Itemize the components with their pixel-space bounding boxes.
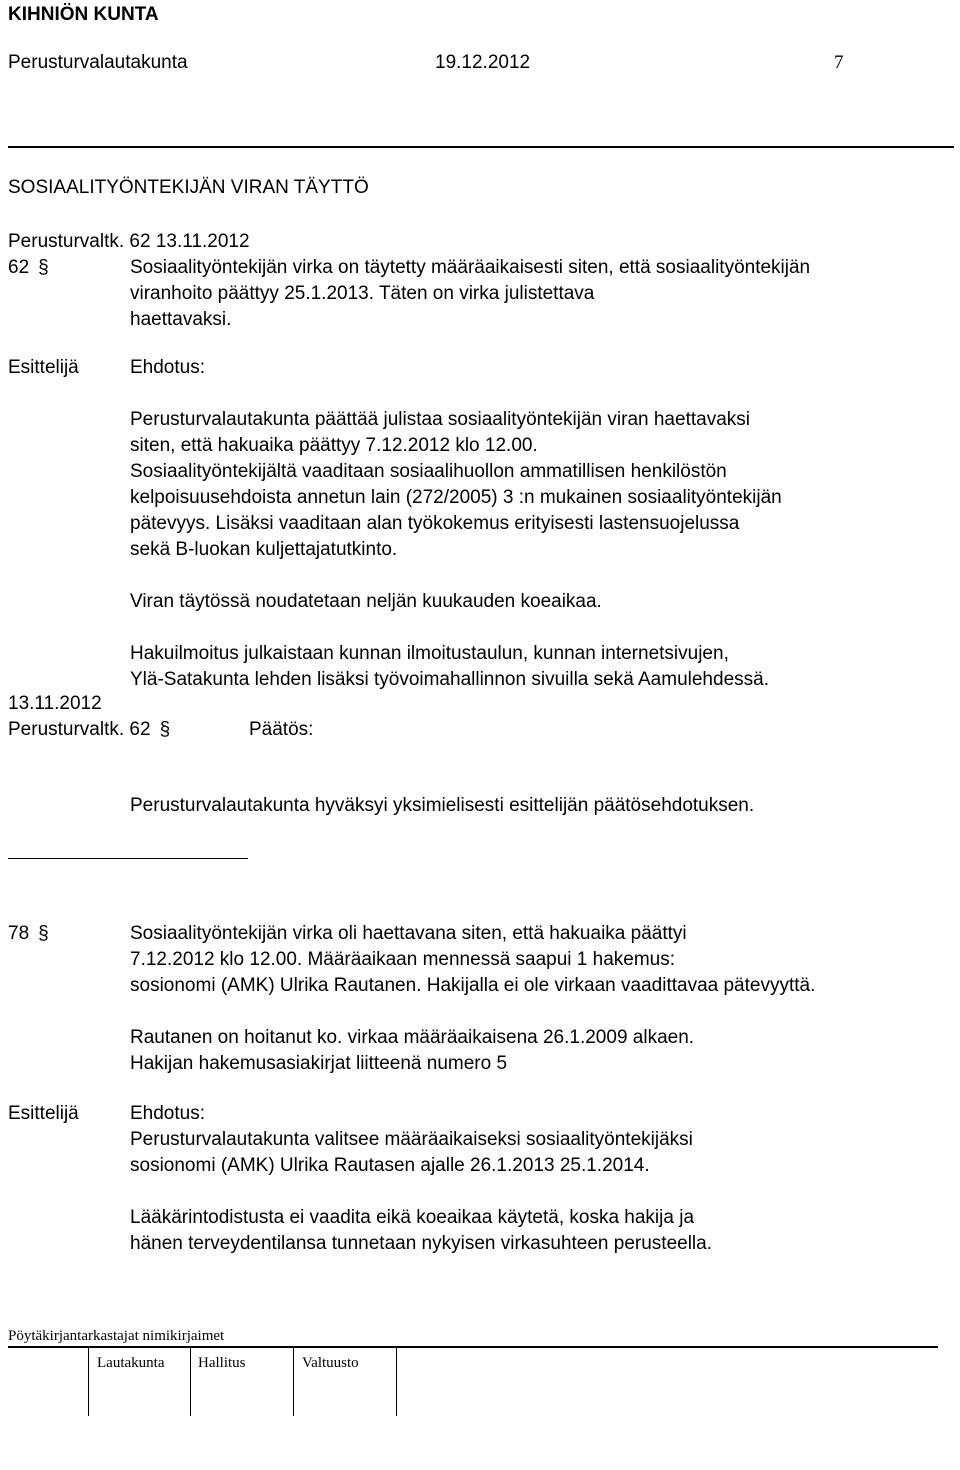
proposal-line: kelpoisuusehdoista annetun lain (272/2005) 3 :n mukainen sosiaalityöntekijän bbox=[130, 487, 782, 508]
ad-line: Hakuilmoitus julkaistaan kunnan ilmoitustaulun, kunnan internetsivujen, bbox=[130, 643, 729, 664]
municipality-name: KIHNIÖN KUNTA bbox=[8, 4, 159, 25]
body-line: Sosiaalityöntekijän virka oli haettavana siten, että hakuaika päättyi bbox=[130, 923, 687, 944]
footer-council: Valtuusto bbox=[302, 1355, 359, 1371]
decision-reference bbox=[8, 719, 174, 741]
proposal-line: Perusturvalautakunta päättää julistaa sosiaalityöntekijän viran haettavaksi bbox=[130, 409, 750, 430]
footer-box-line bbox=[396, 1346, 397, 1416]
meeting-date: 19.12.2012 bbox=[435, 52, 531, 73]
body-line: sosionomi (AMK) Ulrika Rautanen. Hakijalla ei ole virkaan vaadittavaa pätevyyttä. bbox=[130, 975, 816, 996]
body-line: Rautanen on hoitanut ko. virkaa määräaikaisena 26.1.2009 alkaen. bbox=[130, 1027, 695, 1048]
footer-divider bbox=[8, 1346, 938, 1348]
body-line: haettavaksi. bbox=[130, 309, 232, 330]
page-number: 7 bbox=[834, 52, 844, 73]
section-number: 78 bbox=[8, 923, 30, 944]
footer-government: Hallitus bbox=[198, 1355, 246, 1371]
footer-box-line bbox=[88, 1346, 89, 1416]
proposal-line: Sosiaalityöntekijältä vaaditaan sosiaalihuollon ammatillisen henkilöstön bbox=[130, 461, 727, 482]
footer-board: Lautakunta bbox=[97, 1355, 165, 1371]
body-line: viranhoito päättyy 25.1.2013. Täten on virka julistettava bbox=[130, 283, 595, 304]
trial-period-text: Viran täytössä noudatetaan neljän kuukauden koeaikaa. bbox=[130, 591, 602, 612]
header-divider bbox=[8, 146, 954, 148]
section-reference: Perusturvaltk. 62 13.11.2012 bbox=[8, 231, 250, 252]
proposal-line: sosionomi (AMK) Ulrika Rautasen ajalle 26.1.2013 25.1.2014. bbox=[130, 1155, 650, 1176]
section-title: SOSIAALITYÖNTEKIJÄN VIRAN TÄYTTÖ bbox=[8, 177, 369, 198]
medical-line: hänen terveydentilansa tunnetaan nykyisen virkasuhteen perusteella. bbox=[130, 1233, 712, 1254]
section-number: 62 bbox=[8, 257, 30, 278]
proposal-label: Ehdotus: bbox=[130, 357, 205, 378]
body-line: Hakijan hakemusasiakirjat liitteenä numero 5 bbox=[130, 1053, 508, 1074]
section-sign-icon: § bbox=[38, 923, 49, 944]
proposal-line: pätevyys. Lisäksi vaaditaan alan työkokemus erityisesti lastensuojelussa bbox=[130, 513, 740, 534]
section-divider bbox=[8, 858, 248, 859]
medical-line: Lääkärintodistusta ei vaadita eikä koeaikaa käytetä, koska hakija ja bbox=[130, 1207, 695, 1228]
footer-checkers-label: Pöytäkirjantarkastajat nimikirjaimet bbox=[8, 1328, 225, 1344]
decision-ref-text: Perusturvaltk. 62 bbox=[8, 719, 151, 740]
section-number-78 bbox=[8, 923, 52, 945]
decision-date: 13.11.2012 bbox=[8, 693, 102, 714]
proposal-line: sekä B-luokan kuljettajatutkinto. bbox=[130, 539, 398, 560]
body-line: Sosiaalityöntekijän virka on täytetty määräaikaisesti siten, että sosiaalityöntekijän bbox=[130, 257, 811, 278]
presenter-label: Esittelijä bbox=[8, 357, 79, 378]
section-sign-icon: § bbox=[159, 719, 171, 740]
proposal-label: Ehdotus: bbox=[130, 1103, 205, 1124]
footer-box-line bbox=[190, 1346, 191, 1416]
body-line: 7.12.2012 klo 12.00. Määräaikaan mennessä saapui 1 hakemus: bbox=[130, 949, 676, 970]
footer-box-line bbox=[293, 1346, 294, 1416]
ad-line: Ylä-Satakunta lehden lisäksi työvoimahallinnon sivuilla sekä Aamulehdessä. bbox=[130, 669, 769, 690]
proposal-line: siten, että hakuaika päättyy 7.12.2012 klo 12.00. bbox=[130, 435, 538, 456]
decision-label: Päätös: bbox=[249, 719, 314, 740]
proposal-line: Perusturvalautakunta valitsee määräaikaiseksi sosiaalityöntekijäksi bbox=[130, 1129, 693, 1150]
board-name: Perusturvalautakunta bbox=[8, 52, 188, 73]
section-number-62 bbox=[8, 257, 52, 279]
section-sign-icon: § bbox=[38, 257, 49, 278]
presenter-label: Esittelijä bbox=[8, 1103, 79, 1124]
decision-text: Perusturvalautakunta hyväksyi yksimielisesti esittelijän päätösehdotuksen. bbox=[130, 795, 755, 816]
